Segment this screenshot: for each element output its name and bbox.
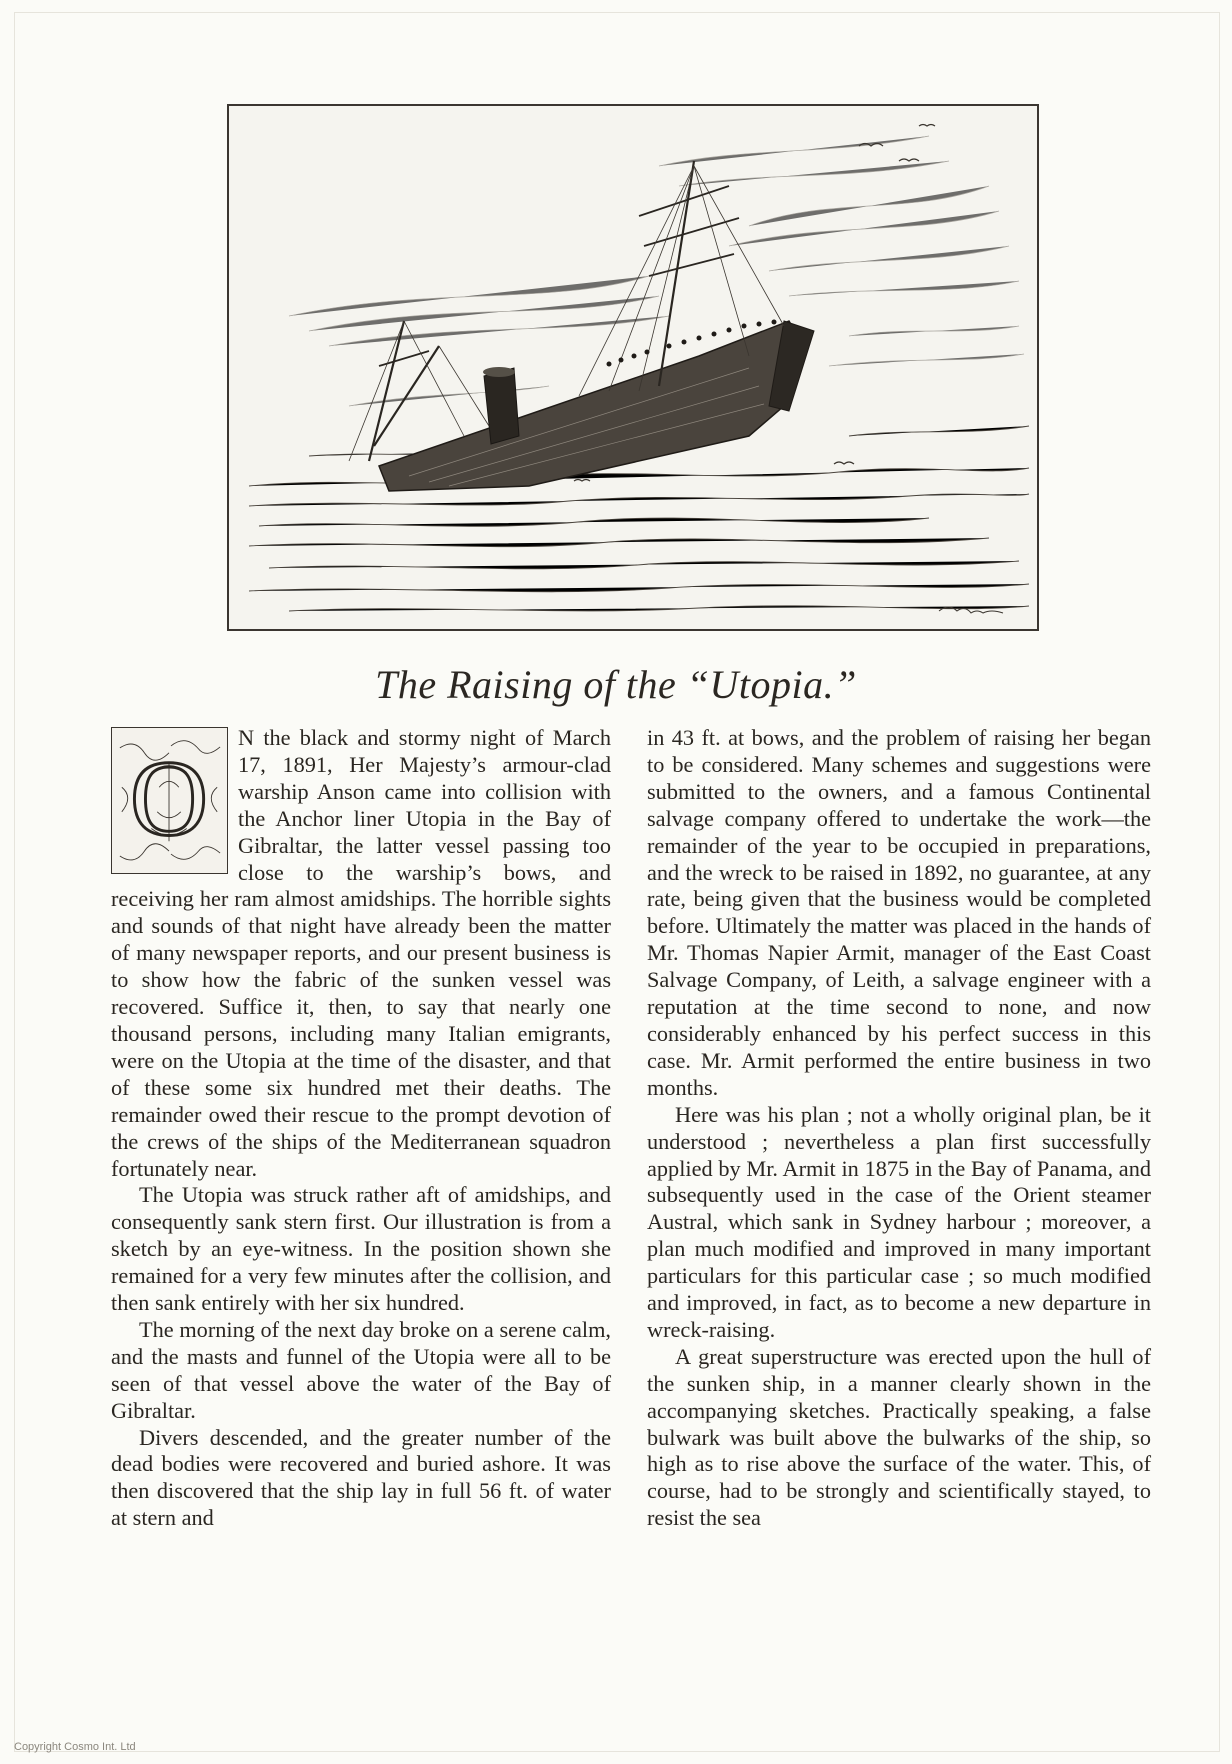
paragraph: Divers descended, and the greater number of the dead bodies were recovered and buried ashore. It was then discovered that the ship lay in full 56 ft. of water at stern and [111,1424,611,1531]
paragraph: N the black and stormy night of March 17, 1891, Her Majesty’s armour-clad warship Anson came into collision with the Anchor liner Utopia in the Bay of Gibraltar, the latter vessel passing too close to the warship’s bows, and receiving her ram almost amidships. The horrible sights and sounds of that night have already been the matter of many newspaper reports, and our present business is to show how the fabric of the sunken vessel was recovered. Suffice it, then, to say that nearly one thousand persons, including many Italian emigrants, were on the Utopia at the time of the disaster, and that of these some six hundred met their deaths. The remainder owed their rescue to the prompt devotion of the crews of the ships of the Mediterranean squadron fortunately near. [111,725,611,1181]
paragraph: The Utopia was struck rather aft of amidships, and consequently sank stern first. Our illustration is from a sketch by an eye-witness. In the position shown she remained for a very few minutes after the collision, and then sank entirely with her six hundred. [111,1182,611,1316]
text-column-right [647,725,1151,1532]
copyright-notice: Copyright Cosmo Int. Ltd [14,1741,136,1753]
paragraph: A great superstructure was erected upon the hull of the sunken ship, in a manner clearly shown in the accompanying sketches. Practically speaking, a false bulwark was built above the bulwarks of the ship, so high as to rise above the surface of the water. This, of course, had to be strongly and scientifically stayed, to resist the sea [647,1343,1151,1531]
drop-cap-letter: O [129,739,209,859]
paragraph: Here was his plan ; not a wholly original plan, be it understood ; nevertheless a plan first successfully applied by Mr. Armit in 1875 in the Bay of Panama, and subsequently used in the case of the Orient steamer Austral, which sank in Sydney harbour ; moreover, a plan much modified and improved in many important particulars for this particular case ; so much modified and improved, in fact, as to become a new departure in wreck-raising. [647,1101,1151,1342]
article-title: The Raising of the “Utopia.” [375,662,857,707]
paragraph: in 43 ft. at bows, and the problem of raising her began to be considered. Many schemes and suggestions were submitted to the owners, and a famous Continental salvage company offered to undertake the work—the remainder of the year to be occupied in preparations, and the wreck to be raised in 1892, no guarantee, at any rate, being given that the business would be completed before. Ultimately the matter was placed in the hands of Mr. Thomas Napier Armit, manager of the East Coast Salvage Company, of Leith, a salvage engineer with a reputation at the time second to none, and now considerably enhanced by his perfect success in this case. Mr. Armit performed the entire business in two months. [647,725,1151,1100]
text-column-left [111,725,611,1532]
paragraph: The morning of the next day broke on a serene calm, and the masts and funnel of the Utopia were all to be seen of that vessel above the water of the Bay of Gibraltar. [111,1316,611,1423]
ship-engraving-illustration [227,104,1039,631]
decorative-drop-cap-o [111,727,228,874]
